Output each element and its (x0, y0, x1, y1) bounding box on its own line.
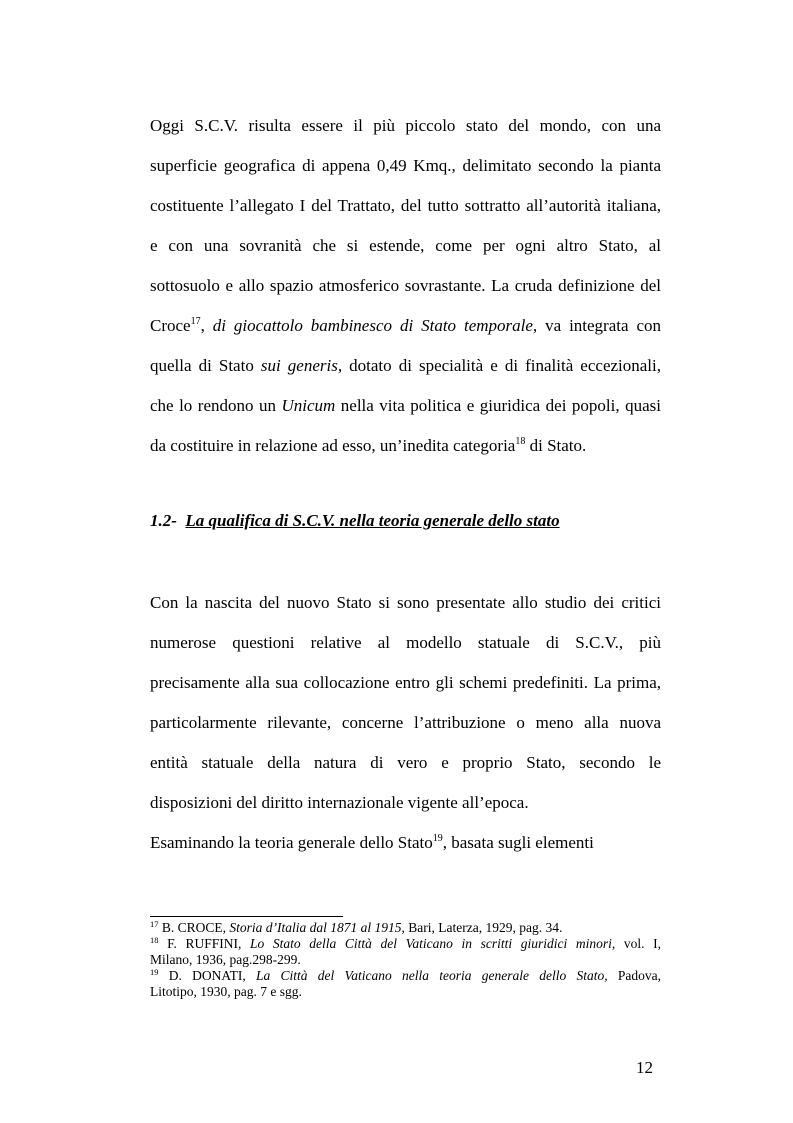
text-line: quella di Stato sui generis, dotato di specialità e di finalità eccezionali, (150, 356, 662, 375)
book-title: La Città del Vaticano nella teoria generale dello Stato (256, 968, 605, 983)
footnote-number: 18 (150, 935, 159, 945)
italic-quote: di giocattolo bambinesco di Stato temporale (212, 316, 533, 335)
footnote-17: $^{17}$ B. CROCE, Storia d’Italia dal 1871 al 1915, Bari, Laterza, 1929, pag. 34. (150, 919, 563, 935)
text-line: che lo rendono un Unicum nella vita politica e giuridica dei popoli, quasi (150, 396, 661, 415)
section-heading (150, 511, 560, 531)
text-line: Esaminando la teoria generale dello Stato$^{19}$, basata sugli elementi (150, 833, 594, 852)
footnote-18: $^{18}$ F. RUFFINI, Lo Stato della Città del Vaticano in scritti giuridici minori, vol. I, Milano, 1936, pag.298-299. (150, 935, 661, 967)
text-line: sottosuolo e allo spazio atmosferico sovrastante. La cruda definizione del (150, 276, 661, 295)
footnote-ref-19: 19 (432, 833, 443, 844)
section-title: La qualifica di S.C.V. nella teoria generale dello stato (185, 511, 560, 530)
text-line: numerose questioni relative al modello statuale di S.C.V., più (150, 633, 661, 652)
text-line: e con una sovranità che si estende, come per ogni altro Stato, al (150, 236, 661, 255)
book-title: Lo Stato della Città del Vaticano in scritti giuridici minori (250, 936, 612, 951)
section-number: 1.2- (150, 511, 177, 530)
italic-term: Unicum (281, 396, 336, 415)
page-number: 12 (636, 1058, 653, 1077)
text-line: costituente l’allegato I del Trattato, del tutto sottratto all’autorità italiana, (150, 196, 661, 215)
footnotes (150, 920, 661, 1000)
text-line: da costituire in relazione ad esso, un’inedita categoria$^{18}$ di Stato. (150, 436, 587, 455)
text-line: superficie geografica di appena 0,49 Kmq., delimitato secondo la pianta (150, 156, 661, 175)
body-paragraph-1 (150, 106, 661, 466)
text-line: Croce$^{17}$, di giocattolo bambinesco di Stato temporale, va integrata con (150, 316, 662, 335)
text-line: particolarmente rilevante, concerne l’attribuzione o meno alla nuova (150, 713, 661, 732)
footnote-number: 17 (150, 919, 159, 929)
footnote-separator (150, 916, 343, 917)
text-line: precisamente alla sua collocazione entro gli schemi predefiniti. La prima, (150, 673, 661, 692)
body-paragraph-2 (150, 583, 661, 863)
text-line: Con la nascita del nuovo Stato si sono presentate allo studio dei critici (150, 593, 661, 612)
text-line: disposizioni del diritto internazionale vigente all’epoca. (150, 793, 529, 812)
text-line: entità statuale della natura di vero e proprio Stato, secondo le (150, 753, 661, 772)
text-line: Oggi S.C.V. risulta essere il più piccolo stato del mondo, con una (150, 116, 661, 135)
footnote-19: $^{19}$ D. DONATI, La Città del Vaticano nella teoria generale dello Stato, Padova, Litotipo, 1930, pag. 7 e sgg. (150, 967, 661, 999)
book-title: Storia d’Italia dal 1871 al 1915 (229, 920, 402, 935)
italic-term: sui generis (260, 356, 338, 375)
footnote-ref-17: 17 (190, 316, 201, 327)
footnote-number: 19 (150, 967, 159, 977)
footnote-ref-18: 18 (515, 436, 526, 447)
